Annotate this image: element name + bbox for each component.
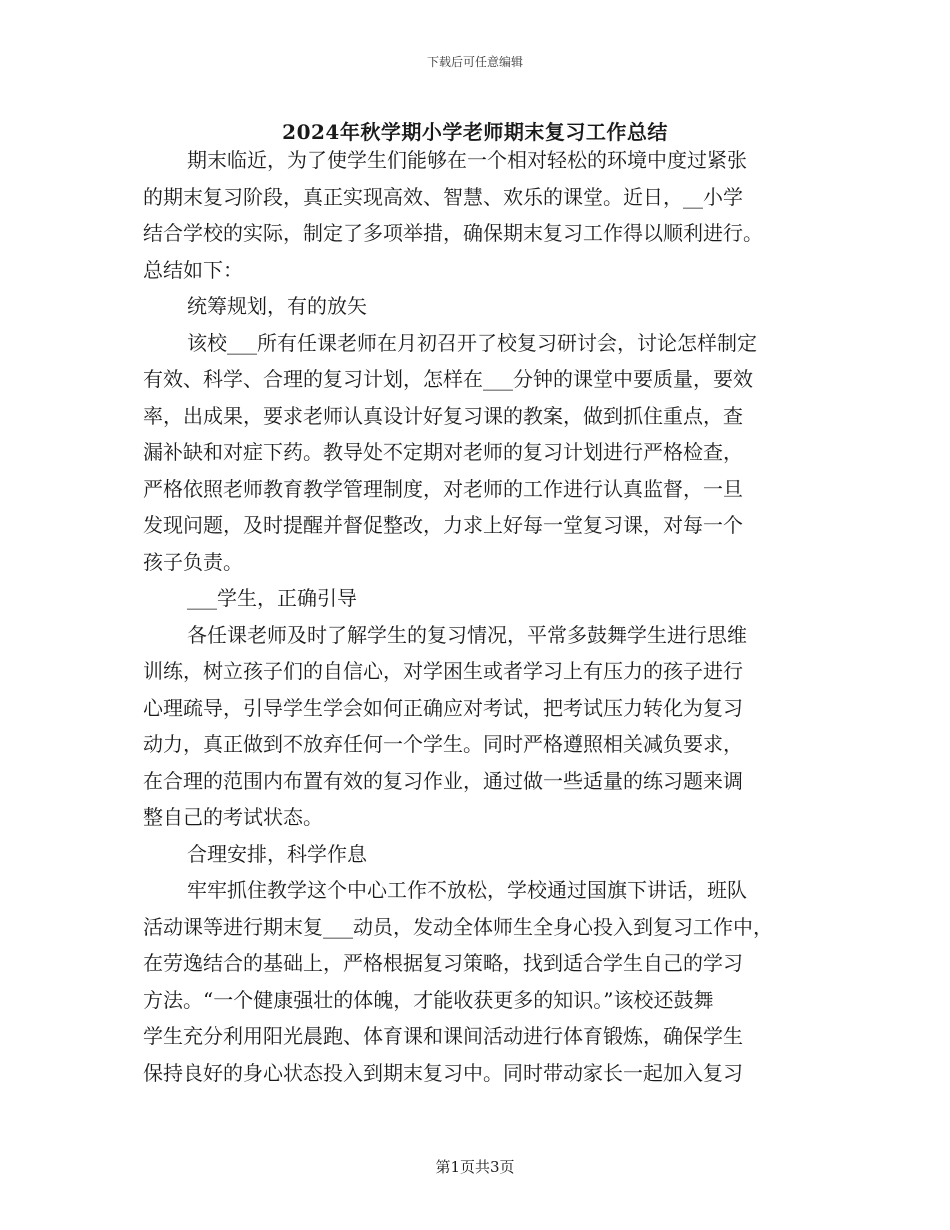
text-line: 发现问题，及时提醒并督促整改，力求上好每一堂复习课，对每一个 xyxy=(143,513,743,537)
text-line: 活动课等进行期末复___动员，发动全体师生全身心投入到复习工作中， xyxy=(143,914,773,939)
section-heading: ___学生，正确引导 xyxy=(187,586,357,610)
text-line: 该校___所有任课老师在月初召开了校复习研讨会，讨论怎样制定 xyxy=(187,330,757,355)
text-line: 的期末复习阶段，真正实现高效、智慧、欢乐的课堂。近日，__小学 xyxy=(143,184,743,209)
text-line: 期末临近，为了使学生们能够在一个相对轻松的环境中度过紧张 xyxy=(187,148,747,172)
text-line: 在劳逸结合的基础上，严格根据复习策略，找到适合学生自己的学习 xyxy=(143,951,743,975)
text-line: 严格依照老师教育教学管理制度，对老师的工作进行认真监督，一旦 xyxy=(143,476,743,501)
text-line: 训练，树立孩子们的自信心，对学困生或者学习上有压力的孩子进行 xyxy=(143,659,743,683)
text-line: 动力，真正做到不放弃任何一个学生。同时严格遵照相关减负要求， xyxy=(143,732,743,756)
text-line: 牢牢抓住教学这个中心工作不放松，学校通过国旗下讲话，班队 xyxy=(187,878,747,902)
document-body xyxy=(143,142,808,1091)
text-line: 率，出成果，要求老师认真设计好复习课的教案，做到抓住重点，查 xyxy=(143,403,743,428)
page-number: 第1页共3页 xyxy=(435,1158,515,1176)
document-title: 2024年秋学期小学老师期末复习工作总结 xyxy=(282,120,668,144)
text-line: 有效、科学、合理的复习计划，怎样在___分钟的课堂中要质量，要效 xyxy=(143,367,753,391)
text-line: 学生充分利用阳光晨跑、体育课和课间活动进行体育锻炼，确保学生 xyxy=(143,1024,743,1048)
text-line: 保持良好的身心状态投入到期末复习中。同时带动家长一起加入复习 xyxy=(143,1060,743,1085)
section-heading: 统筹规划，有的放矢 xyxy=(187,294,367,318)
text-line: 方法。“一个健康强壮的体魄，才能收获更多的知识。”该校还鼓舞 xyxy=(143,987,714,1012)
text-line: 孩子负责。 xyxy=(143,549,243,574)
text-line: 各任课老师及时了解学生的复习情况，平常多鼓舞学生进行思维 xyxy=(187,622,747,647)
text-line: 整自己的考试状态。 xyxy=(143,805,323,829)
header-note: 下载后可任意编辑 xyxy=(426,55,523,69)
text-line: 结合学校的实际，制定了多项举措，确保期末复习工作得以顺利进行。 xyxy=(143,221,763,245)
text-line: 漏补缺和对症下药。教导处不定期对老师的复习计划进行严格检查， xyxy=(143,440,743,464)
text-line: 在合理的范围内布置有效的复习作业，通过做一些适量的练习题来调 xyxy=(143,768,743,793)
text-line: 总结如下： xyxy=(143,257,243,282)
section-heading: 合理安排，科学作息 xyxy=(187,841,367,866)
text-line: 心理疏导，引导学生学会如何正确应对考试，把考试压力转化为复习 xyxy=(143,695,743,720)
